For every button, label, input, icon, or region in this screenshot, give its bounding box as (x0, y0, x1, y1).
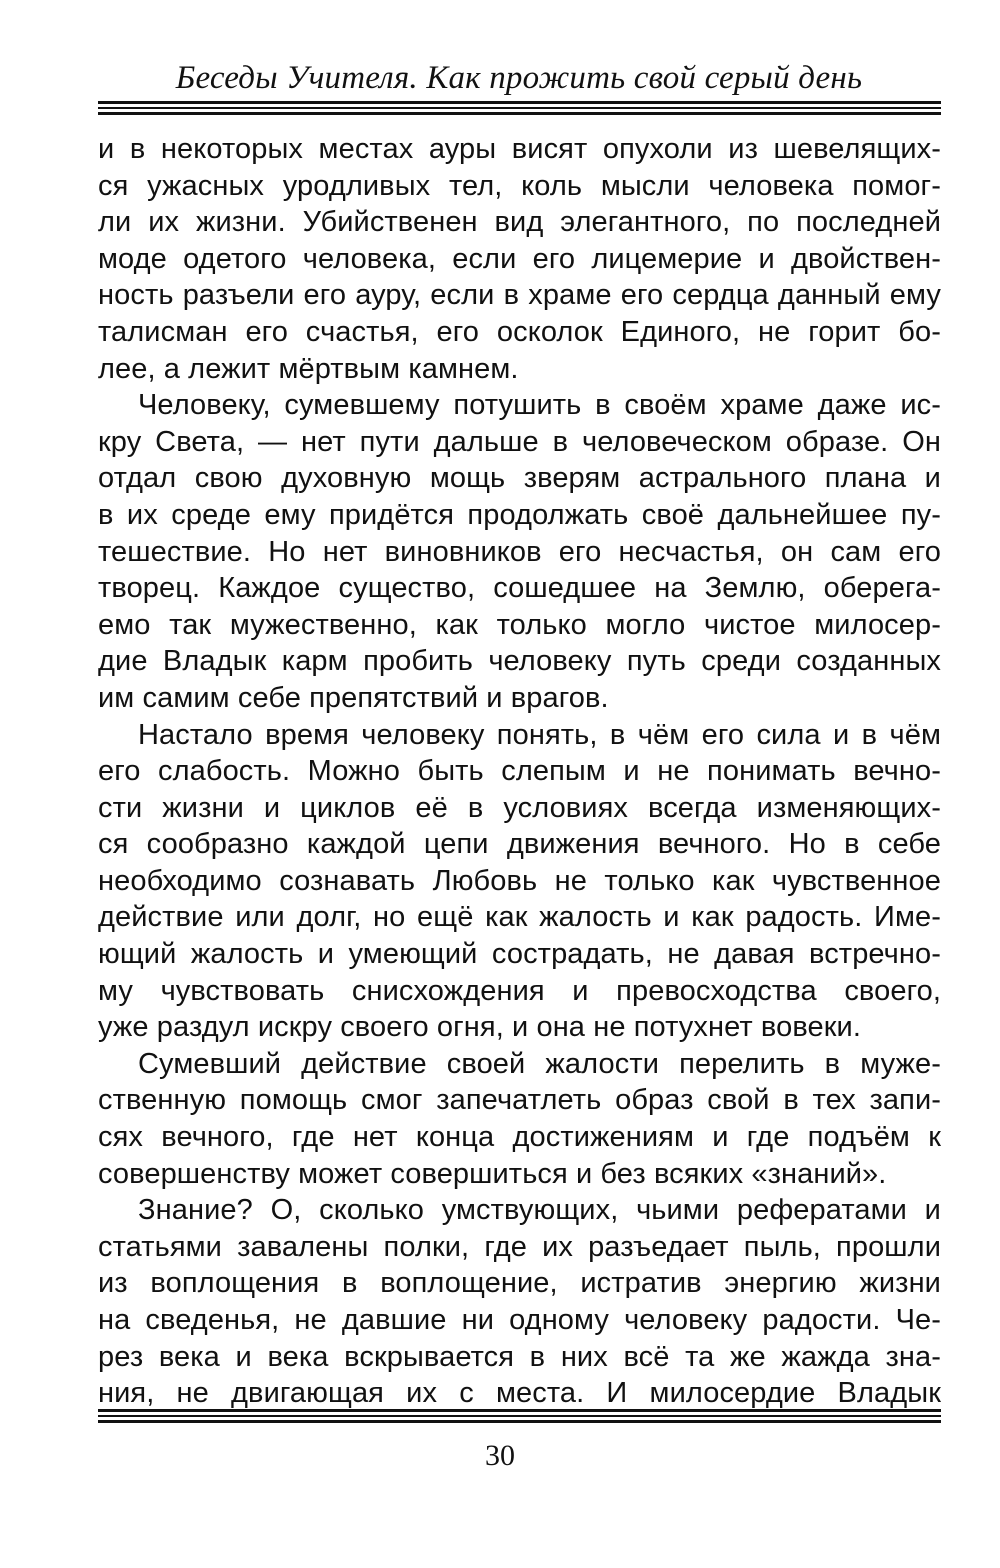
paragraph-5 (98, 1192, 941, 1412)
text-line: уже раздул искру своего огня, и она не потухнет вовеки. (98, 1011, 861, 1044)
text-line: и в некоторых местах ауры висят опухоли из шевелящих- (98, 133, 941, 165)
text-line: ственную помощь смог запечатлеть образ свой в тех запи- (98, 1084, 941, 1117)
body-text (98, 131, 941, 1412)
text-line: ся сообразно каждой цепи движения вечного. Но в себе (98, 828, 941, 861)
text-line: совершенству может совершиться и без всяких «знаний». (98, 1157, 887, 1190)
text-line: на сведенья, не давшие ни одному человеку радости. Че- (98, 1304, 941, 1336)
paragraph-1 (98, 131, 941, 387)
text-line: емо так мужественно, как только могло чистое милосер- (98, 608, 941, 641)
text-line: ния, не двигающая их с места. И милосердие Владык (98, 1377, 941, 1410)
text-line: им самим себе препятствий и врагов. (98, 681, 609, 714)
header-rule (98, 101, 941, 117)
paragraph-2 (98, 387, 941, 716)
text-line: лее, а лежит мёртвым камнем. (98, 352, 519, 385)
text-line: талисман его счастья, его осколок Единого, не горит бо- (98, 315, 941, 348)
text-line: Знание? О, сколько умствующих, чьими рефератами и (138, 1194, 941, 1227)
text-line: отдал свою духовную мощь зверям астрального плана и (98, 462, 941, 495)
paragraph-4 (98, 1046, 941, 1192)
page-number: 30 (485, 1439, 515, 1472)
text-line: ли их жизни. Убийственен вид элегантного, по последней (98, 206, 941, 239)
text-line: сти жизни и циклов её в условиях всегда изменяющих- (98, 791, 941, 824)
running-title: Беседы Учителя. Как прожить свой серый день (175, 60, 863, 96)
text-line: действие или долг, но ещё как жалость и как радость. Име- (98, 901, 941, 934)
text-line: Настало время человеку понять, в чём его сила и в чём (138, 718, 941, 751)
text-line: дие Владык карм пробить человеку путь среди созданных (98, 645, 941, 678)
text-line: моде одетого человека, если его лицемерие и двойствен- (98, 242, 941, 275)
paragraph-3 (98, 717, 941, 1046)
text-line: в их среде ему придётся продолжать своё дальнейшее пу- (98, 498, 941, 531)
text-line: тешествие. Но нет виновников его несчастья, он сам его (98, 535, 941, 568)
text-line: Сумевший действие своей жалости перелить в муже- (138, 1047, 941, 1080)
text-line: статьями завалены полки, где их разъедает пыль, прошли (98, 1230, 941, 1263)
text-line: кру Света, — нет пути дальше в человеческом образе. Он (98, 425, 941, 458)
text-line: ность разъели его ауру, если в храме его сердца данный ему (98, 279, 941, 312)
text-line: Человеку, сумевшему потушить в своём храме даже ис- (138, 389, 941, 422)
text-line: его слабость. Можно быть слепым и не понимать вечно- (98, 755, 941, 788)
text-line: творец. Каждое существо, сошедшее на Землю, оберега- (98, 572, 941, 605)
text-line: му чувствовать снисхождения и превосходства своего, (98, 974, 941, 1007)
text-line: из воплощения в воплощение, истратив энергию жизни (98, 1267, 941, 1300)
text-line: рез века и века вскрывается в них всё та же жажда зна- (98, 1340, 941, 1373)
text-line: сях вечного, где нет конца достижениям и где подъём к (98, 1121, 941, 1154)
text-line: ющий жалость и умеющий сострадать, не давая встречно- (98, 938, 941, 971)
text-line: ся ужасных уродливых тел, коль мысли человека помог- (98, 169, 941, 202)
footer-rule (98, 1409, 941, 1425)
text-line: необходимо сознавать Любовь не только как чувственное (98, 864, 941, 897)
